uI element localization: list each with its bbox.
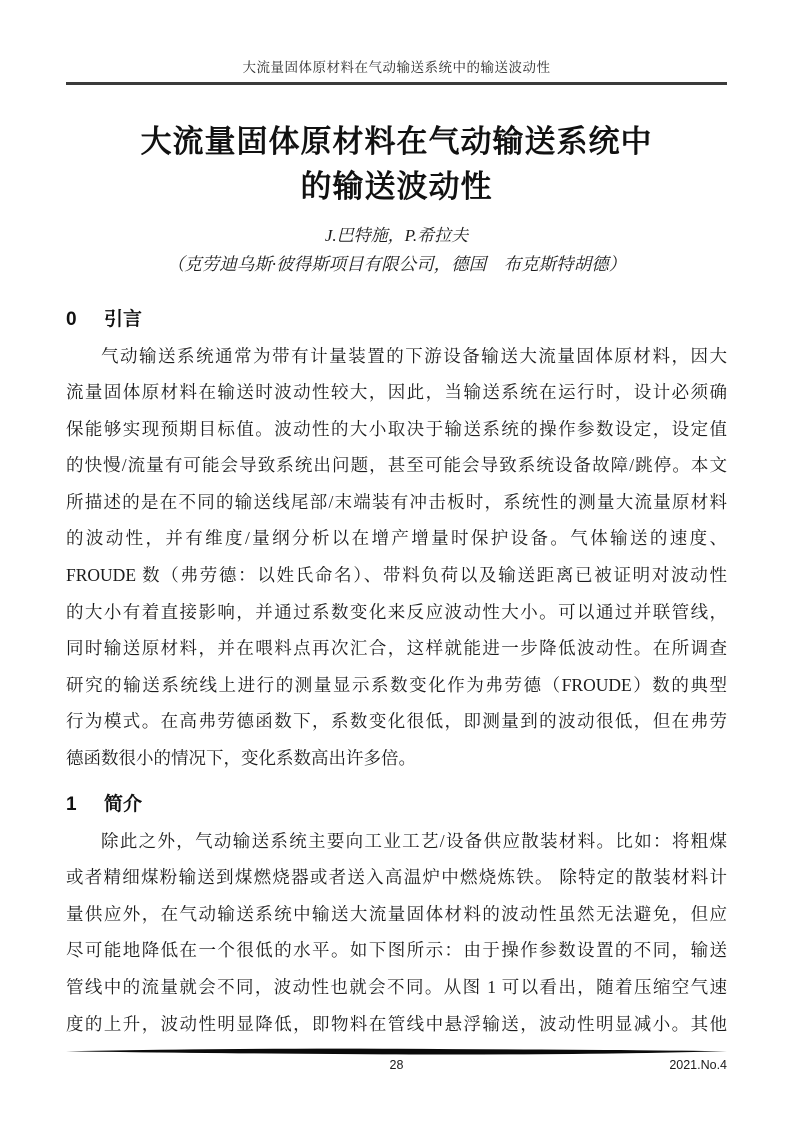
section-title: 简介 [104, 793, 143, 815]
paragraph-line: 气动输送系统通常为带有计量装置的下游设备输送大流量固体原材料，因大 [101, 345, 727, 366]
paragraph-line: 量供应外，在气动输送系统中输送大流量固体材料的波动性虽然无法避免，但应 [66, 903, 727, 924]
paragraph-line: 研究的输送系统线上进行的测量显示系数变化作为弗劳德（FROUDE）数的典型 [66, 674, 727, 695]
paragraph-line: 的波动性，并有维度/量纲分析以在增产增量时保护设备。气体输送的速度、 [66, 528, 727, 549]
paragraph-line: 流量固体原材料在输送时波动性较大，因此，当输送系统在运行时，设计必须确 [66, 382, 727, 403]
issue-label: 2021.No.4 [669, 1058, 727, 1072]
paragraph-line: 保能够实现预期目标值。波动性的大小取决于输送系统的操作参数设定，设定值 [66, 418, 727, 439]
page-footer [66, 1048, 727, 1073]
authors: J.巴特施，P.希拉夫 [324, 225, 469, 245]
paragraph-line: 所描述的是在不同的输送线尾部/末端装有冲击板时，系统性的测量大流量原材料 [66, 491, 727, 512]
paragraph [66, 823, 727, 1043]
article-title-line2: 的输送波动性 [300, 168, 493, 204]
running-header: 大流量固体原材料在气动输送系统中的输送波动性 [242, 60, 551, 75]
footer-rule [66, 1048, 727, 1056]
section-number: 1 [66, 793, 77, 815]
section-title: 引言 [104, 308, 143, 330]
paragraph-line: 德函数很小的情况下，变化系数高出许多倍。 [66, 748, 416, 769]
header-rule [66, 82, 727, 85]
section-heading [66, 308, 727, 332]
paragraph-line: FROUDE 数（弗劳德：以姓氏命名）、带料负荷以及输送距离已被证明对波动性 [66, 565, 727, 586]
section-heading [66, 793, 727, 817]
paragraph-line: 的大小有着直接影响，并通过系数变化来反应波动性大小。可以通过并联管线， [66, 601, 727, 622]
page-number: 28 [389, 1058, 404, 1072]
section-number: 0 [66, 308, 77, 330]
article-title [66, 119, 727, 209]
paragraph-line: 同时输送原材料，并在喂料点再次汇合，这样就能进一步降低波动性。在所调查 [66, 638, 727, 659]
footer-row [66, 1057, 727, 1073]
paragraph-line: 除此之外，气动输送系统主要向工业工艺/设备供应散装材料。比如：将粗煤 [101, 830, 727, 851]
paragraph-line: 尽可能地降低在一个很低的水平。如下图所示：由于操作参数设置的不同，输送 [66, 940, 727, 961]
page-content [66, 0, 727, 1042]
paragraph-line: 度的上升，波动性明显降低，即物料在管线中悬浮输送，波动性明显减小。其他 [66, 1013, 727, 1034]
affiliation: （克劳迪乌斯·彼得斯项目有限公司，德国 布克斯特胡德） [166, 253, 627, 274]
paragraph-line: 或者精细煤粉输送到煤燃烧器或者送入高温炉中燃烧炼铁。 除特定的散装材料计 [66, 867, 727, 888]
section-brief-1 [66, 793, 727, 1043]
paragraph-line: 的快慢/流量有可能会导致系统出问题，甚至可能会导致系统设备故障/跳停。本文 [66, 455, 727, 476]
paragraph-line: 管线中的流量就会不同，波动性也就会不同。从图 1 可以看出，随着压缩空气速 [66, 977, 727, 997]
article-title-line1: 大流量固体原材料在气动输送系统中 [140, 123, 653, 159]
paragraph [66, 338, 727, 777]
paragraph-line: 行为模式。在高弗劳德函数下，系数变化很低，即测量到的波动很低，但在弗劳 [66, 711, 727, 732]
section-introduction-0 [66, 308, 727, 777]
